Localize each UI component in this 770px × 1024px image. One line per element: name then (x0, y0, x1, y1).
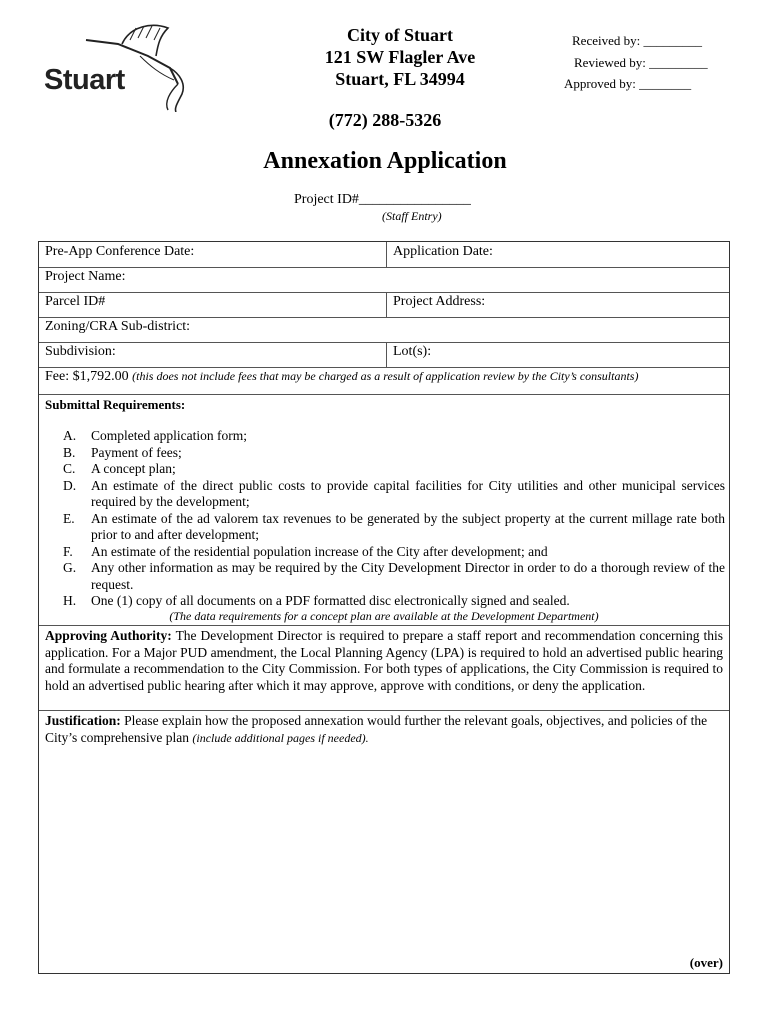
form-row (39, 342, 729, 368)
reviewed-by-field[interactable]: Reviewed by: _________ (574, 54, 708, 70)
subdivision-field[interactable]: Subdivision: (45, 344, 116, 359)
item-letter: F. (63, 543, 73, 559)
item-text: Completed application form; (91, 428, 247, 443)
item-letter: C. (63, 461, 76, 476)
item-text: A concept plan; (91, 461, 176, 476)
list-item (63, 478, 725, 511)
over-label: (over) (689, 955, 723, 970)
item-text: An estimate of the direct public costs to provide capital facilities for City utilities and other municipal services required by the development; (91, 477, 725, 509)
staff-entry-note: (Staff Entry) (382, 209, 442, 223)
city-name: City of Stuart (347, 25, 453, 45)
form-row (39, 242, 729, 268)
fee-note: (this does not include fees that may be charged as a result of application review by the City’s consultants) (132, 369, 639, 383)
project-name-field[interactable]: Project Name: (45, 269, 126, 284)
justification-text: Please explain how the proposed annexation would further the relevant goals, objectives, and policies of the City’s comprehensive plan (45, 713, 708, 745)
page-title: Annexation Application (263, 148, 507, 174)
zoning-field[interactable]: Zoning/CRA Sub-district: (45, 319, 191, 334)
form-row (39, 317, 729, 343)
received-by-field[interactable]: Received by: _________ (572, 33, 702, 48)
justification-note: (include additional pages if needed). (192, 730, 369, 745)
form-row (39, 267, 729, 293)
city-state-zip: Stuart, FL 34994 (335, 69, 465, 89)
approved-by-field[interactable]: Approved by: ________ (564, 76, 692, 91)
city-logo (44, 22, 184, 112)
item-letter: E. (63, 510, 75, 526)
approving-authority-text: The Development Director is required to prepare a staff report and recommendation concerning this application. For a Major PUD amendment, the Local Planning Agency (LPA) is required to hold an advertised public hearing and formulate a recommendation to the City Commission. For both types of applications, the City Commission is required to hold an advertised public hearing after which it may approve, approve with conditions, or deny the application. (45, 628, 723, 693)
fee-amount: Fee: $1,792.00 (45, 369, 129, 384)
parcel-id-field[interactable]: Parcel ID# (45, 294, 106, 309)
project-id-field[interactable]: Project ID#________________ (294, 192, 471, 207)
submittal-heading: Submittal Requirements: (45, 397, 186, 412)
fee-line (39, 367, 729, 394)
street-address: 121 SW Flagler Ave (324, 47, 476, 67)
item-text: One (1) copy of all documents on a PDF formatted disc electronically signed and sealed. (91, 593, 570, 608)
item-text: Payment of fees; (91, 444, 182, 460)
form-row (39, 367, 729, 395)
requirements-list (63, 428, 725, 610)
city-address (300, 24, 500, 90)
preapp-date-field[interactable]: Pre-App Conference Date: (45, 244, 195, 259)
approving-authority-section (39, 625, 729, 696)
list-item (63, 593, 725, 610)
item-letter: B. (63, 444, 76, 460)
justification-label: Justification: (45, 713, 121, 728)
application-date-field[interactable]: Application Date: (386, 242, 729, 267)
concept-plan-note: (The data requirements for a concept plan are available at the Development Department) (169, 609, 599, 623)
list-item (63, 461, 725, 478)
form-row (39, 292, 729, 318)
justification-section[interactable] (39, 710, 729, 748)
item-letter: H. (63, 593, 77, 608)
lots-field[interactable]: Lot(s): (386, 342, 729, 367)
logo-wordmark: Stuart (44, 64, 125, 96)
list-item (63, 511, 725, 544)
item-text: An estimate of the residential population increase of the City after development; and (91, 543, 548, 559)
list-item (63, 560, 725, 593)
item-letter: D. (63, 477, 77, 493)
item-text: Any other information as may be required by the City Development Director in order to do a thorough review of the request. (91, 560, 725, 592)
item-letter: G. (63, 560, 77, 575)
item-letter: A. (63, 428, 77, 443)
list-item (63, 445, 725, 462)
project-address-field[interactable]: Project Address: (386, 292, 729, 317)
item-text: An estimate of the ad valorem tax revenues to be generated by the subject property at the current millage rate both prior to and after development; (91, 510, 725, 542)
list-item (63, 544, 725, 561)
phone-number: (772) 288-5326 (328, 110, 442, 130)
list-item (63, 428, 725, 445)
staff-block (560, 30, 708, 95)
approving-authority-label: Approving Authority: (45, 628, 172, 643)
application-form (38, 241, 730, 974)
